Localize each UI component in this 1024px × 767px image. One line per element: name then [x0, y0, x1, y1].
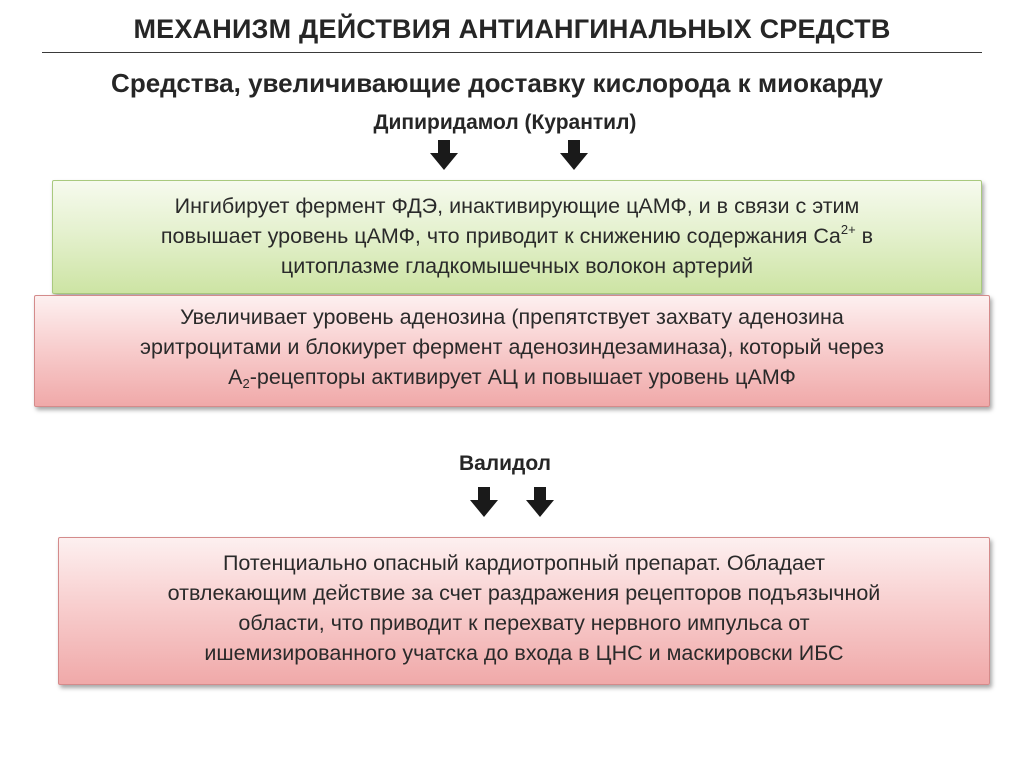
mechanism-text-line: повышает уровень цАМФ, что приводит к снижению содержания $Ca^{2+}$ в [160, 222, 874, 248]
down-arrow-icon [560, 140, 588, 170]
title-divider [42, 52, 982, 53]
mechanism-text-line: $A_2$-рецепторы активирует АЦ и повышает уровень цАМФ [228, 365, 796, 391]
dipyridamole-pde-mechanism-box [52, 180, 982, 294]
slide-subtitle: Средства, увеличивающие доставку кислорода к миокарду [111, 68, 883, 98]
mechanism-text-line: эритроцитами и блокиурет фермент аденозиндезаминаза), который через [140, 335, 884, 359]
down-arrow-icon [526, 487, 554, 517]
validol-mechanism-box [58, 537, 990, 685]
down-arrow-icon [470, 487, 498, 517]
down-arrow-icon [430, 140, 458, 170]
mechanism-text-line: Увеличивает уровень аденозина (препятствует захвату аденозина [180, 305, 844, 329]
mechanism-text-line: отвлекающим действие за счет раздражения рецепторов подъязычной [167, 581, 881, 605]
drug-name-validol: Валидол [458, 452, 552, 475]
mechanism-text-line: ишемизированного учатска до входа в ЦНС и маскировски ИБС [204, 641, 844, 665]
mechanism-text-line: Ингибирует фермент ФДЭ, инактивирующие цАМФ, и в связи с этим [174, 194, 860, 218]
mechanism-text-line: Потенциально опасный кардиотропный препарат. Обладает [222, 551, 826, 575]
mechanism-text-line: области, что приводит к перехвату нервного импульса от [238, 611, 810, 635]
dipyridamole-adenosine-mechanism-box [34, 295, 990, 407]
calcium-charge-superscript: 2+ [840, 222, 856, 237]
drug-name-dipyridamole: Дипиридамол (Курантил) [373, 111, 637, 134]
slide-title: МЕХАНИЗМ ДЕЙСТВИЯ АНТИАНГИНАЛЬНЫХ СРЕДСТВ [133, 14, 891, 44]
receptor-subscript: 2 [242, 376, 250, 391]
mechanism-text-line: цитоплазме гладкомышечных волокон артерий [280, 254, 754, 278]
